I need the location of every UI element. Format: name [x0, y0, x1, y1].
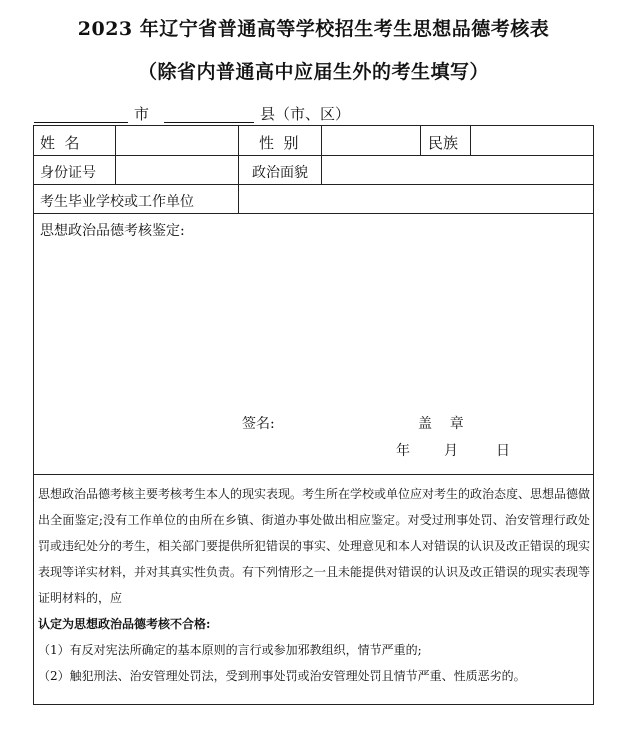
location-line — [34, 103, 594, 123]
notes-item-1: （1）有反对宪法所确定的基本原则的言行或参加邪教组织，情节严重的; — [38, 643, 422, 657]
school-label: 考生毕业学校或工作单位 — [40, 194, 194, 210]
city-blank[interactable] — [34, 122, 128, 123]
gender-field[interactable] — [322, 126, 420, 155]
notes-bold-text: 认定为思想政治品德考核不合格: — [38, 617, 211, 631]
county-blank[interactable] — [164, 122, 254, 123]
name-field[interactable] — [116, 126, 238, 155]
ethnicity-field[interactable] — [471, 126, 593, 155]
county-label: 县（市、区） — [260, 105, 351, 123]
stamp-label: 盖 章 — [418, 416, 464, 432]
id-number-label: 身份证号 — [40, 165, 96, 181]
notes-paragraph — [38, 481, 590, 637]
day-label: 日 — [496, 443, 510, 459]
month-label: 月 — [444, 443, 458, 459]
assessment-field[interactable] — [38, 244, 588, 404]
signature-label: 签名: — [242, 416, 275, 432]
political-status-field[interactable] — [322, 155, 593, 184]
year-label: 年 — [396, 443, 410, 459]
political-status-label: 政治面貌 — [252, 165, 308, 181]
city-label: 市 — [134, 105, 150, 123]
school-field[interactable] — [239, 184, 593, 213]
notes-item-2: （2）触犯刑法、治安管理处罚法，受到刑事处罚或治安管理处罚且情节严重、性质恶劣的。 — [38, 669, 526, 683]
form-subtitle: （除省内普通高中应届生外的考生填写） — [137, 61, 489, 83]
id-number-field[interactable] — [116, 155, 238, 184]
assessment-label: 思想政治品德考核鉴定: — [40, 223, 185, 239]
gender-label: 性 别 — [259, 134, 299, 152]
name-label: 姓 名 — [40, 134, 80, 152]
form-title: 2023 年辽宁省普通高等学校招生考生思想品德考核表 — [77, 18, 550, 40]
notes-text: 思想政治品德考核主要考核考生本人的现实表现。考生所在学校或单位应对考生的政治态度、思想品德做出全面鉴定;没有工作单位的由所在乡镇、街道办事处做出相应鉴定。对受过刑事处罚、治安管理行政处罚或违纪处分的考生，相关部门要提供所犯错误的事实、处理意见和本人对错误的认识及改正错误的现实表现等详实材料，并对其真实性负责。有下列情形之一且未能提供对错误的认识及改正错误的现实表现等证明材料的，应 — [38, 487, 591, 605]
ethnicity-label: 民族 — [428, 134, 459, 152]
assessment-table — [33, 125, 594, 705]
notes-section — [38, 481, 590, 689]
